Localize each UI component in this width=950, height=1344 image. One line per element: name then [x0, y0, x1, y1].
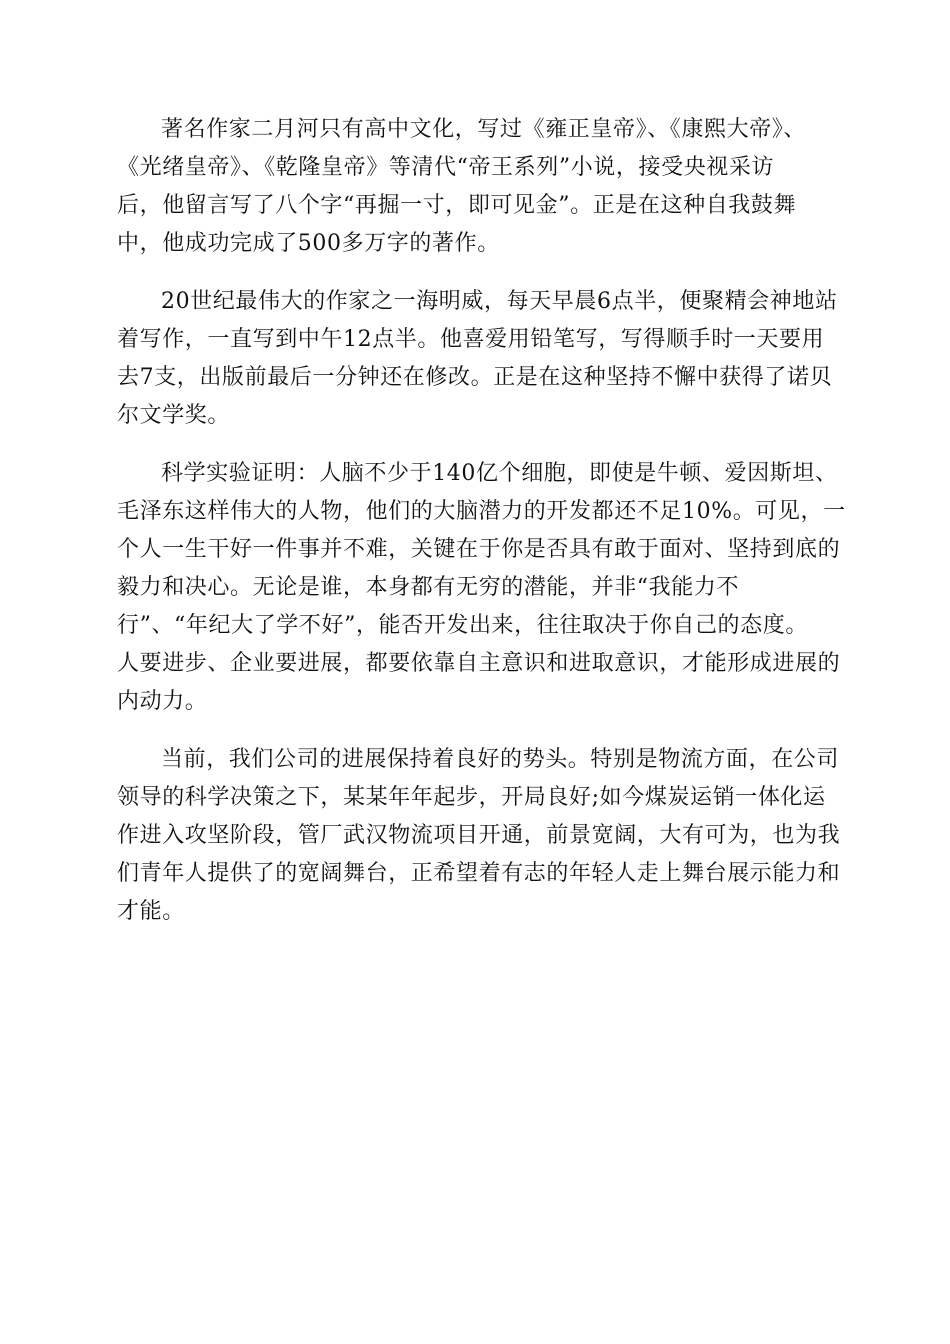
paragraph-company-progress	[117, 741, 841, 931]
paragraph-erYueHe	[117, 111, 837, 263]
text-line: 著名作家二月河只有高中文化，写过《雍正皇帝》、《康熙大帝》、	[161, 117, 807, 142]
text-line: 们青年人提供了的宽阔舞台，正希望着有志的年轻人走上舞台展示能力和	[117, 861, 841, 886]
text-line: 领导的科学决策之下，某某年年起步，开局良好;如今煤炭运销一体化运	[117, 785, 826, 810]
text-line: 中，他成功完成了500多万字的著作。	[117, 231, 500, 256]
text-line: 着写作，一直写到中午12点半。他喜爱用铅笔写，写得顺手时一天要用	[117, 327, 825, 352]
paragraph-brain-potential	[117, 455, 846, 721]
text-line: 行”、“年纪大了学不好”，能否开发出来，往往取决于你自己的态度。	[117, 613, 808, 638]
text-line: 毛泽东这样伟大的人物，他们的大脑潜力的开发都还不足10%。可见，一	[117, 499, 846, 524]
text-line: 《光绪皇帝》、《乾隆皇帝》等清代“帝王系列”小说，接受央视采访	[117, 155, 775, 180]
text-line: 科学实验证明：人脑不少于140亿个细胞，即使是牛顿、爱因斯坦、	[161, 461, 838, 486]
text-line: 后，他留言写了八个字“再掘一寸，即可见金”。正是在这种自我鼓舞	[117, 193, 797, 218]
document-body	[117, 111, 846, 951]
text-line: 人要进步、企业要进展，都要依靠自主意识和进取意识，才能形成进展的	[117, 651, 841, 676]
text-line: 毅力和决心。无论是谁，本身都有无穷的潜能，并非“我能力不	[117, 575, 740, 600]
text-line: 当前，我们公司的进展保持着良好的势头。特别是物流方面，在公司	[161, 747, 840, 772]
text-line: 20世纪最伟大的作家之一海明威，每天早晨6点半，便聚精会神地站	[161, 289, 838, 314]
text-line: 去7支，出版前最后一分钟还在修改。正是在这种坚持不懈中获得了诺贝	[117, 365, 833, 390]
paragraph-hemingway	[117, 283, 837, 435]
text-line: 尔文学奖。	[117, 403, 231, 428]
text-line: 个人一生干好一件事并不难，关键在于你是否具有敢于面对、坚持到底的	[117, 537, 841, 562]
text-line: 内动力。	[117, 689, 208, 714]
text-line: 作进入攻坚阶段，管厂武汉物流项目开通，前景宽阔，大有可为，也为我	[117, 823, 841, 848]
text-line: 才能。	[117, 899, 185, 924]
